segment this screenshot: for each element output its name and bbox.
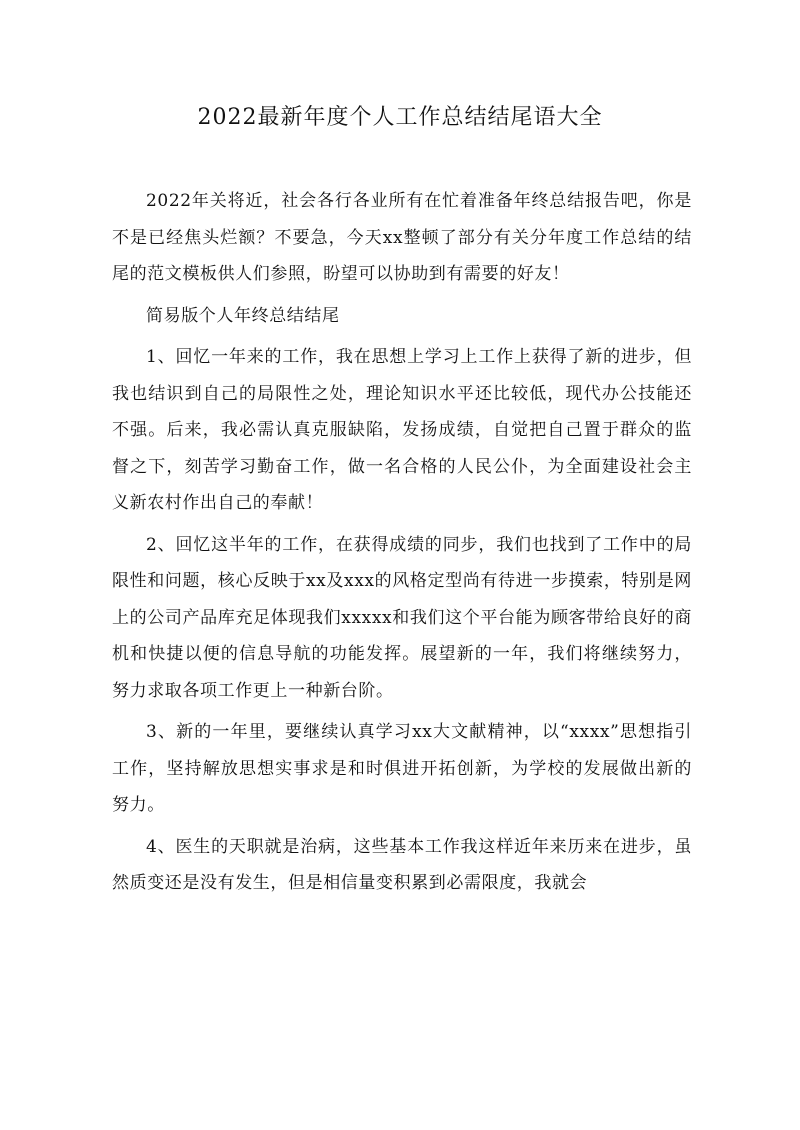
intro-paragraph: 2022年关将近，社会各行各业所有在忙着准备年终总结报告吧，你是不是已经焦头烂额？不要急，今天xx整顿了部分有关分年度工作总结的结尾的范文模板供人们参照，盼望可以协助到有需要的好友！ [112, 191, 692, 284]
section-heading: 简易版个人年终总结结尾 [146, 305, 340, 326]
paragraph-item-3: 3、新的一年里，要继续认真学习xx大文献精神，以“xxxx”思想指引工作，坚持解放思想实事求是和时俱进开拓创新，为学校的发展做出新的努力。 [112, 722, 692, 815]
paragraph-item-4: 4、医生的天职就是治病，这些基本工作我这样近年来历来在进步，虽然质变还是没有发生，但是相信量变积累到必需限度，我就会 [112, 836, 692, 893]
paragraph-item-2: 2、回忆这半年的工作，在获得成绩的同步，我们也找到了工作中的局限性和问题，核心反映于xx及xxx的风格定型尚有待进一步摸索，特别是网上的公司产品库充足体现我们xxxxx和我们这个平台能为顾客带给良好的商机和快捷以便的信息导航的功能发挥。展望新的一年，我们将继续努力，努力求取各项工作更上一种新台阶。 [112, 534, 692, 701]
paragraph-item-1: 1、回忆一年来的工作，我在思想上学习上工作上获得了新的进步，但我也结识到自己的局限性之处，理论知识水平还比较低，现代办公技能还不强。后来，我必需认真克服缺陷，发扬成绩，自觉把自己置于群众的监督之下，刻苦学习勤奋工作，做一名合格的人民公仆，为全面建设社会主义新农村作出自己的奉献！ [112, 347, 692, 513]
document-body [112, 183, 692, 907]
document-title: 2022最新年度个人工作总结结尾语大全 [197, 105, 603, 130]
